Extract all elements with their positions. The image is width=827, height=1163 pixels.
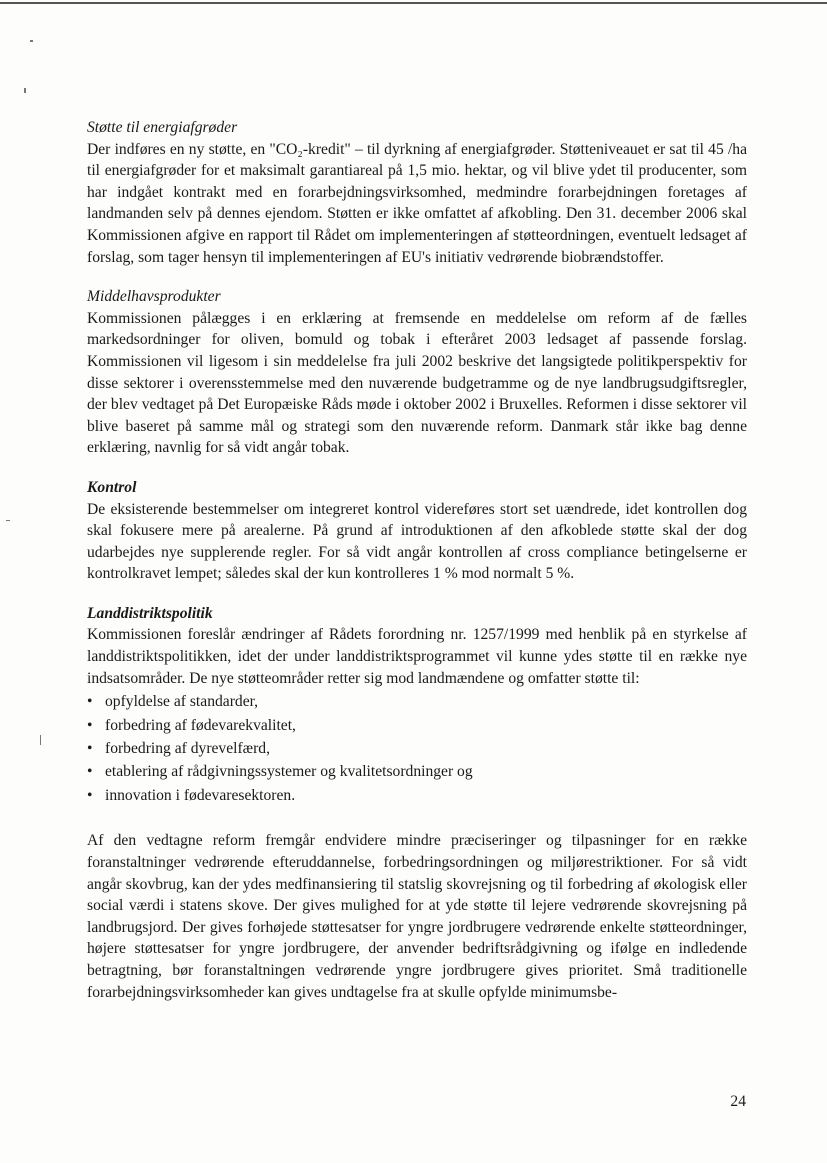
section-kontrol bbox=[87, 477, 747, 585]
section-body: Kommissionen pålægges i en erklæring at fremsende en meddelelse om reform af de fælles markedsordninger for oliven, bomuld og tobak i efteråret 2003 ledsaget af passende forslag. Kommissionen vil ligesom i sin meddelelse fra juli 2002 beskrive det langsigtede politikperspektiv for disse sektorer i overensstemmelse med den nuværende budgetramme og de nye landbrugsudgiftsregler, der blev vedtaget på Det Europæiske Råds møde i oktober 2002 i Bruxelles. Reformen i disse sektorer vil blive baseret på samme mål og strategi som den nuværende reform. Danmark står ikke bag denne erklæring, navnlig for så vidt angår tobak. bbox=[87, 309, 747, 457]
bullet-list bbox=[87, 691, 747, 806]
section-heading: Middelhavsprodukter bbox=[87, 288, 221, 306]
bullet-icon: • bbox=[87, 716, 93, 734]
section-heading: Støtte til energiafgrøder bbox=[87, 119, 238, 136]
bullet-icon: • bbox=[87, 740, 93, 758]
section-body: De eksisterende bestemmelser om integreret kontrol videreføres stort set uændrede, idet kontrollen dog skal fokusere mere på arealerne. På grund af introduktionen af den afkoblede støtte skal der dog udarbejdes nye supplerende regler. For så vidt angår kontrollen af cross compliance betingelserne er kontrolkravet lempet; således skal der kun kontrolleres 1 % mod normalt 5 %. bbox=[87, 500, 747, 583]
list-item: • opfyldelse af standarder, bbox=[87, 691, 747, 713]
section-heading: Landdistriktspolitik bbox=[87, 604, 213, 622]
scan-speck bbox=[6, 520, 10, 521]
section-body: Af den vedtagne reform fremgår endvidere mindre præciseringer og tilpasninger for en række foranstaltninger vedrørende efteruddannelse, forbedringsordningen og miljørestriktioner. For så vidt angår skovbrug, kan der ydes medfinansiering til statslig skovrejsning og til forbedring af økologisk eller social værdi i statens skove. Der gives mulighed for at yde støtte til lejere vedrørende skovrejsning på landbrugsjord. Der gives forhøjede støttesatser for yngre jordbrugere vedrørende enkelte støtteordninger, højere støttesatser for yngre jordbrugere, der anvender bedriftsrådgivning og ifølge en indledende betragtning, bør foranstaltningen vedrørende yngre jordbrugere gives prioritet. Små traditionelle forarbejdningsvirksomheder kan gives undtagelse fra at skulle opfylde minimumsbe- bbox=[87, 832, 747, 1001]
list-item: • forbedring af fødevarekvalitet, bbox=[87, 715, 747, 737]
section-heading: Kontrol bbox=[87, 478, 137, 496]
scan-speck bbox=[30, 40, 33, 42]
bullet-icon: • bbox=[87, 786, 93, 804]
list-item: • etablering af rådgivningssystemer og kvalitetsordninger og bbox=[87, 761, 747, 783]
section-body: Der indføres en ny støtte, en "CO₂-kredit" – til dyrkning af energiafgrøder. Støtteniveauet er sat til 45 /ha til energiafgrøder for et maksimalt garantiareal på 1,5 mio. hektar, og vil blive ydet til producenter, som har indgået kontrakt med en forarbejdningsvirksomhed, medmindre forarbejdningen foretages af landmanden selv på dennes ejendom. Støtten er ikke omfattet af afkobling. Den 31. december 2006 skal Kommissionen afgive en rapport til Rådet om implementeringen af støtteordningen, eventuelt ledsaget af forslag, som tager hensyn til implementeringen af EU's initiativ vedrørende biobrændstoffer. bbox=[87, 140, 747, 266]
section-landdistriktspolitik bbox=[87, 603, 747, 807]
scan-speck bbox=[24, 88, 26, 93]
bullet-icon: • bbox=[87, 693, 93, 711]
scan-top-border bbox=[0, 2, 827, 4]
section-reform-details bbox=[87, 830, 747, 1003]
list-item: • forbedring af dyrevelfærd, bbox=[87, 738, 747, 760]
page-number: 24 bbox=[730, 1093, 746, 1110]
section-middelhavsprodukter bbox=[87, 286, 747, 459]
list-item: • innovation i fødevaresektoren. bbox=[87, 785, 747, 807]
document-page bbox=[87, 117, 747, 1021]
bullet-icon: • bbox=[87, 763, 93, 781]
section-body: Kommissionen foreslår ændringer af Rådets forordning nr. 1257/1999 med henblik på en styrkelse af landdistriktspolitikken, idet der under landdistriktsprogrammet vil kunne ydes støtte til en række nye indsatsområder. De nye støtteområder retter sig mod landmændene og omfatter støtte til: bbox=[87, 626, 747, 687]
section-energiafgroeder bbox=[87, 117, 747, 268]
scan-speck bbox=[40, 735, 41, 745]
